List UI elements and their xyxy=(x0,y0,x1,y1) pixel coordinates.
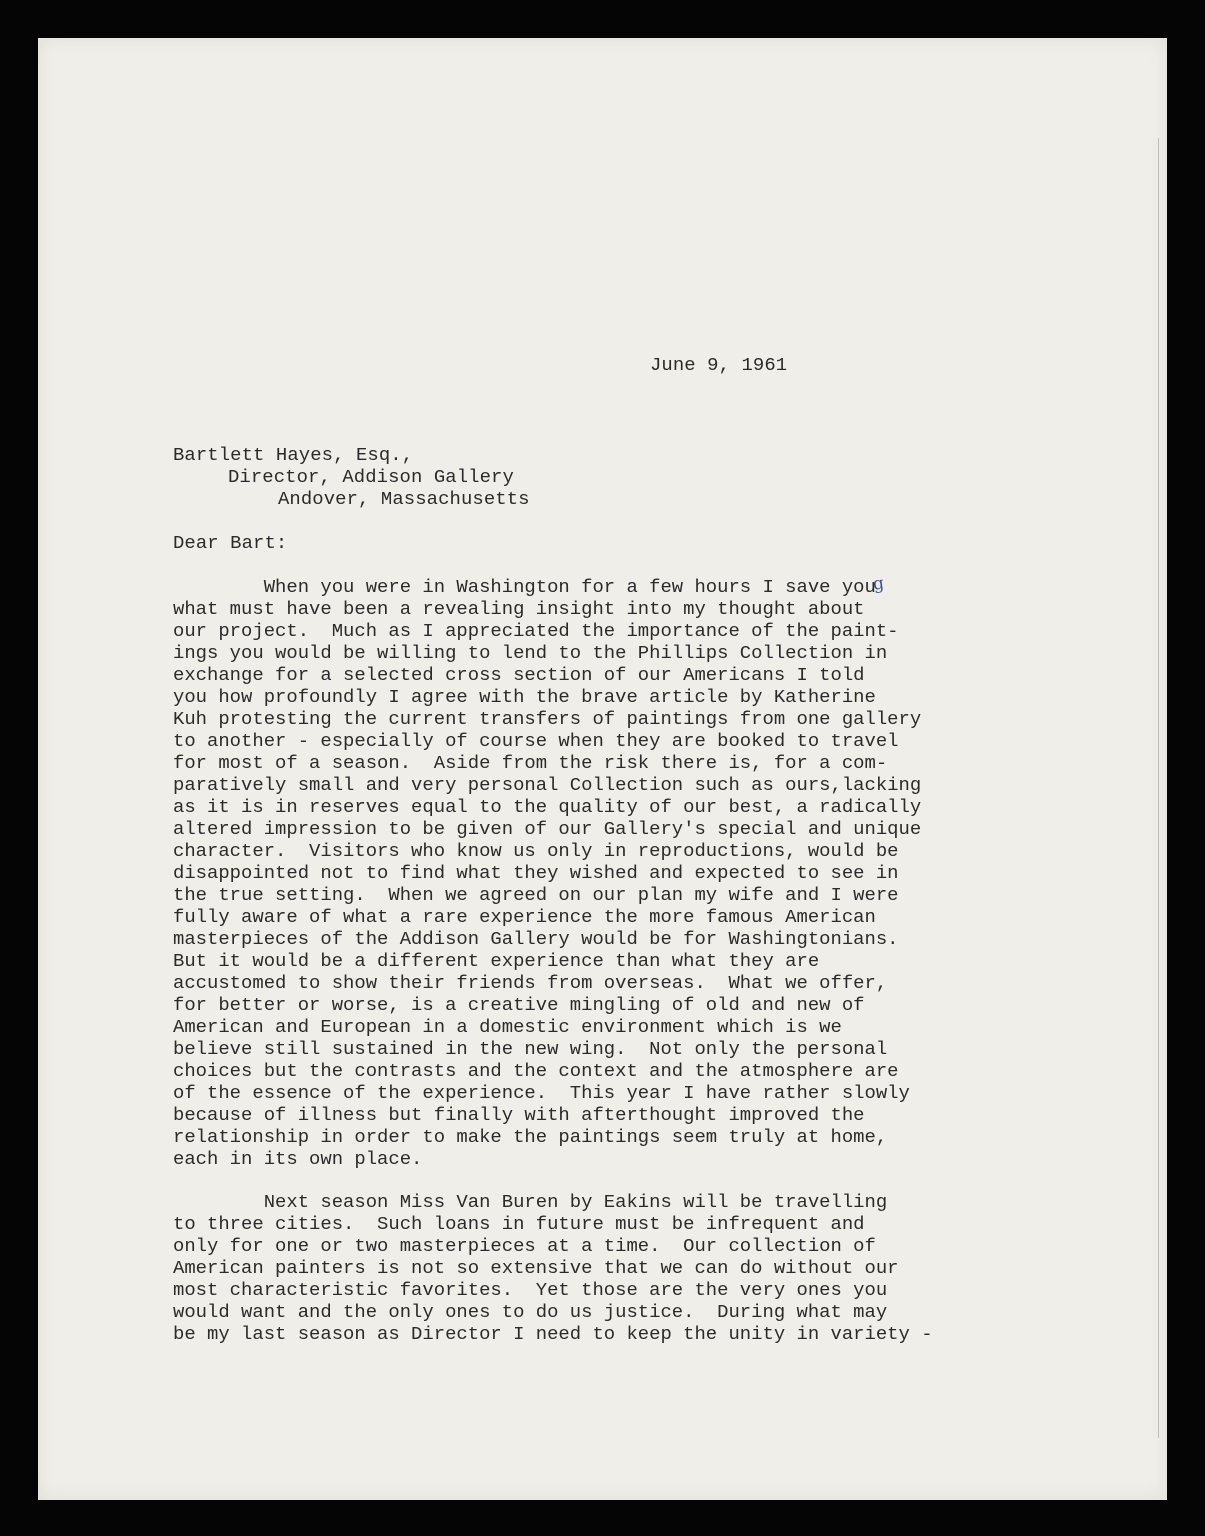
paragraph-line: American painters is not so extensive that we can do without our xyxy=(173,1257,899,1279)
paragraph-line: for better or worse, is a creative mingling of old and new of xyxy=(173,994,865,1016)
handwritten-correction: g xyxy=(871,573,886,595)
recipient-title: Director, Addison Gallery xyxy=(228,466,514,488)
paragraph-line: to three cities. Such loans in future must be infrequent and xyxy=(173,1213,865,1235)
recipient-name: Bartlett Hayes, Esq., xyxy=(173,444,414,466)
paragraph-line: what must have been a revealing insight into my thought about xyxy=(173,598,865,620)
letter-page xyxy=(38,38,1167,1500)
paragraph-line: relationship in order to make the paintings seem truly at home, xyxy=(173,1126,888,1148)
paragraph-line: the true setting. When we agreed on our plan my wife and I were xyxy=(173,884,899,906)
paragraph-line: to another - especially of course when they are booked to travel xyxy=(173,730,899,752)
recipient-city: Andover, Massachusetts xyxy=(278,488,530,510)
letter-date: June 9, 1961 xyxy=(650,354,788,376)
paragraph-line: American and European in a domestic environment which is we xyxy=(173,1016,842,1038)
paragraph-line: of the essence of the experience. This year I have rather slowly xyxy=(173,1082,910,1104)
paragraph-line: masterpieces of the Addison Gallery would be for Washingtonians. xyxy=(173,928,899,950)
paragraph-line: believe still sustained in the new wing. Not only the personal xyxy=(173,1038,888,1060)
paragraph-line: But it would be a different experience than what they are xyxy=(173,950,820,972)
paragraph-line: disappointed not to find what they wished and expected to see in xyxy=(173,862,899,884)
paragraph-line: choices but the contrasts and the context and the atmosphere are xyxy=(173,1060,899,1082)
paragraph-line: for most of a season. Aside from the risk there is, for a com- xyxy=(173,752,888,774)
paragraph-line: as it is in reserves equal to the quality of our best, a radically xyxy=(173,796,922,818)
paragraph-line: each in its own place. xyxy=(173,1148,423,1170)
paragraph-line: exchange for a selected cross section of our Americans I told xyxy=(173,664,865,686)
paragraph-line: only for one or two masterpieces at a time. Our collection of xyxy=(173,1235,876,1257)
paragraph-line: would want and the only ones to do us justice. During what may xyxy=(173,1301,888,1323)
paragraph-line: our project. Much as I appreciated the importance of the paint- xyxy=(173,620,899,642)
paragraph-line: you how profoundly I agree with the brave article by Katherine xyxy=(173,686,876,708)
paragraph-line: be my last season as Director I need to keep the unity in variety - xyxy=(173,1323,933,1345)
paragraph-line: most characteristic favorites. Yet those are the very ones you xyxy=(173,1279,888,1301)
body-paragraph-1 xyxy=(173,576,921,1170)
paragraph-line: altered impression to be given of our Gallery's special and unique xyxy=(173,818,922,840)
paragraph-line: When you were in Washington for a few hours I save you xyxy=(173,576,876,598)
paragraph-line: Kuh protesting the current transfers of paintings from one gallery xyxy=(173,708,922,730)
page-edge-shadow xyxy=(1158,138,1159,1438)
paragraph-line: fully aware of what a rare experience the more famous American xyxy=(173,906,876,928)
paragraph-line: accustomed to show their friends from overseas. What we offer, xyxy=(173,972,888,994)
salutation: Dear Bart: xyxy=(173,532,288,554)
paragraph-line: character. Visitors who know us only in reproductions, would be xyxy=(173,840,899,862)
paragraph-line: because of illness but finally with afterthought improved the xyxy=(173,1104,865,1126)
paragraph-line: paratively small and very personal Collection such as ours,lacking xyxy=(173,774,922,796)
paragraph-line: ings you would be willing to lend to the Phillips Collection in xyxy=(173,642,888,664)
paragraph-line: Next season Miss Van Buren by Eakins will be travelling xyxy=(173,1191,888,1213)
body-paragraph-2 xyxy=(173,1191,933,1345)
